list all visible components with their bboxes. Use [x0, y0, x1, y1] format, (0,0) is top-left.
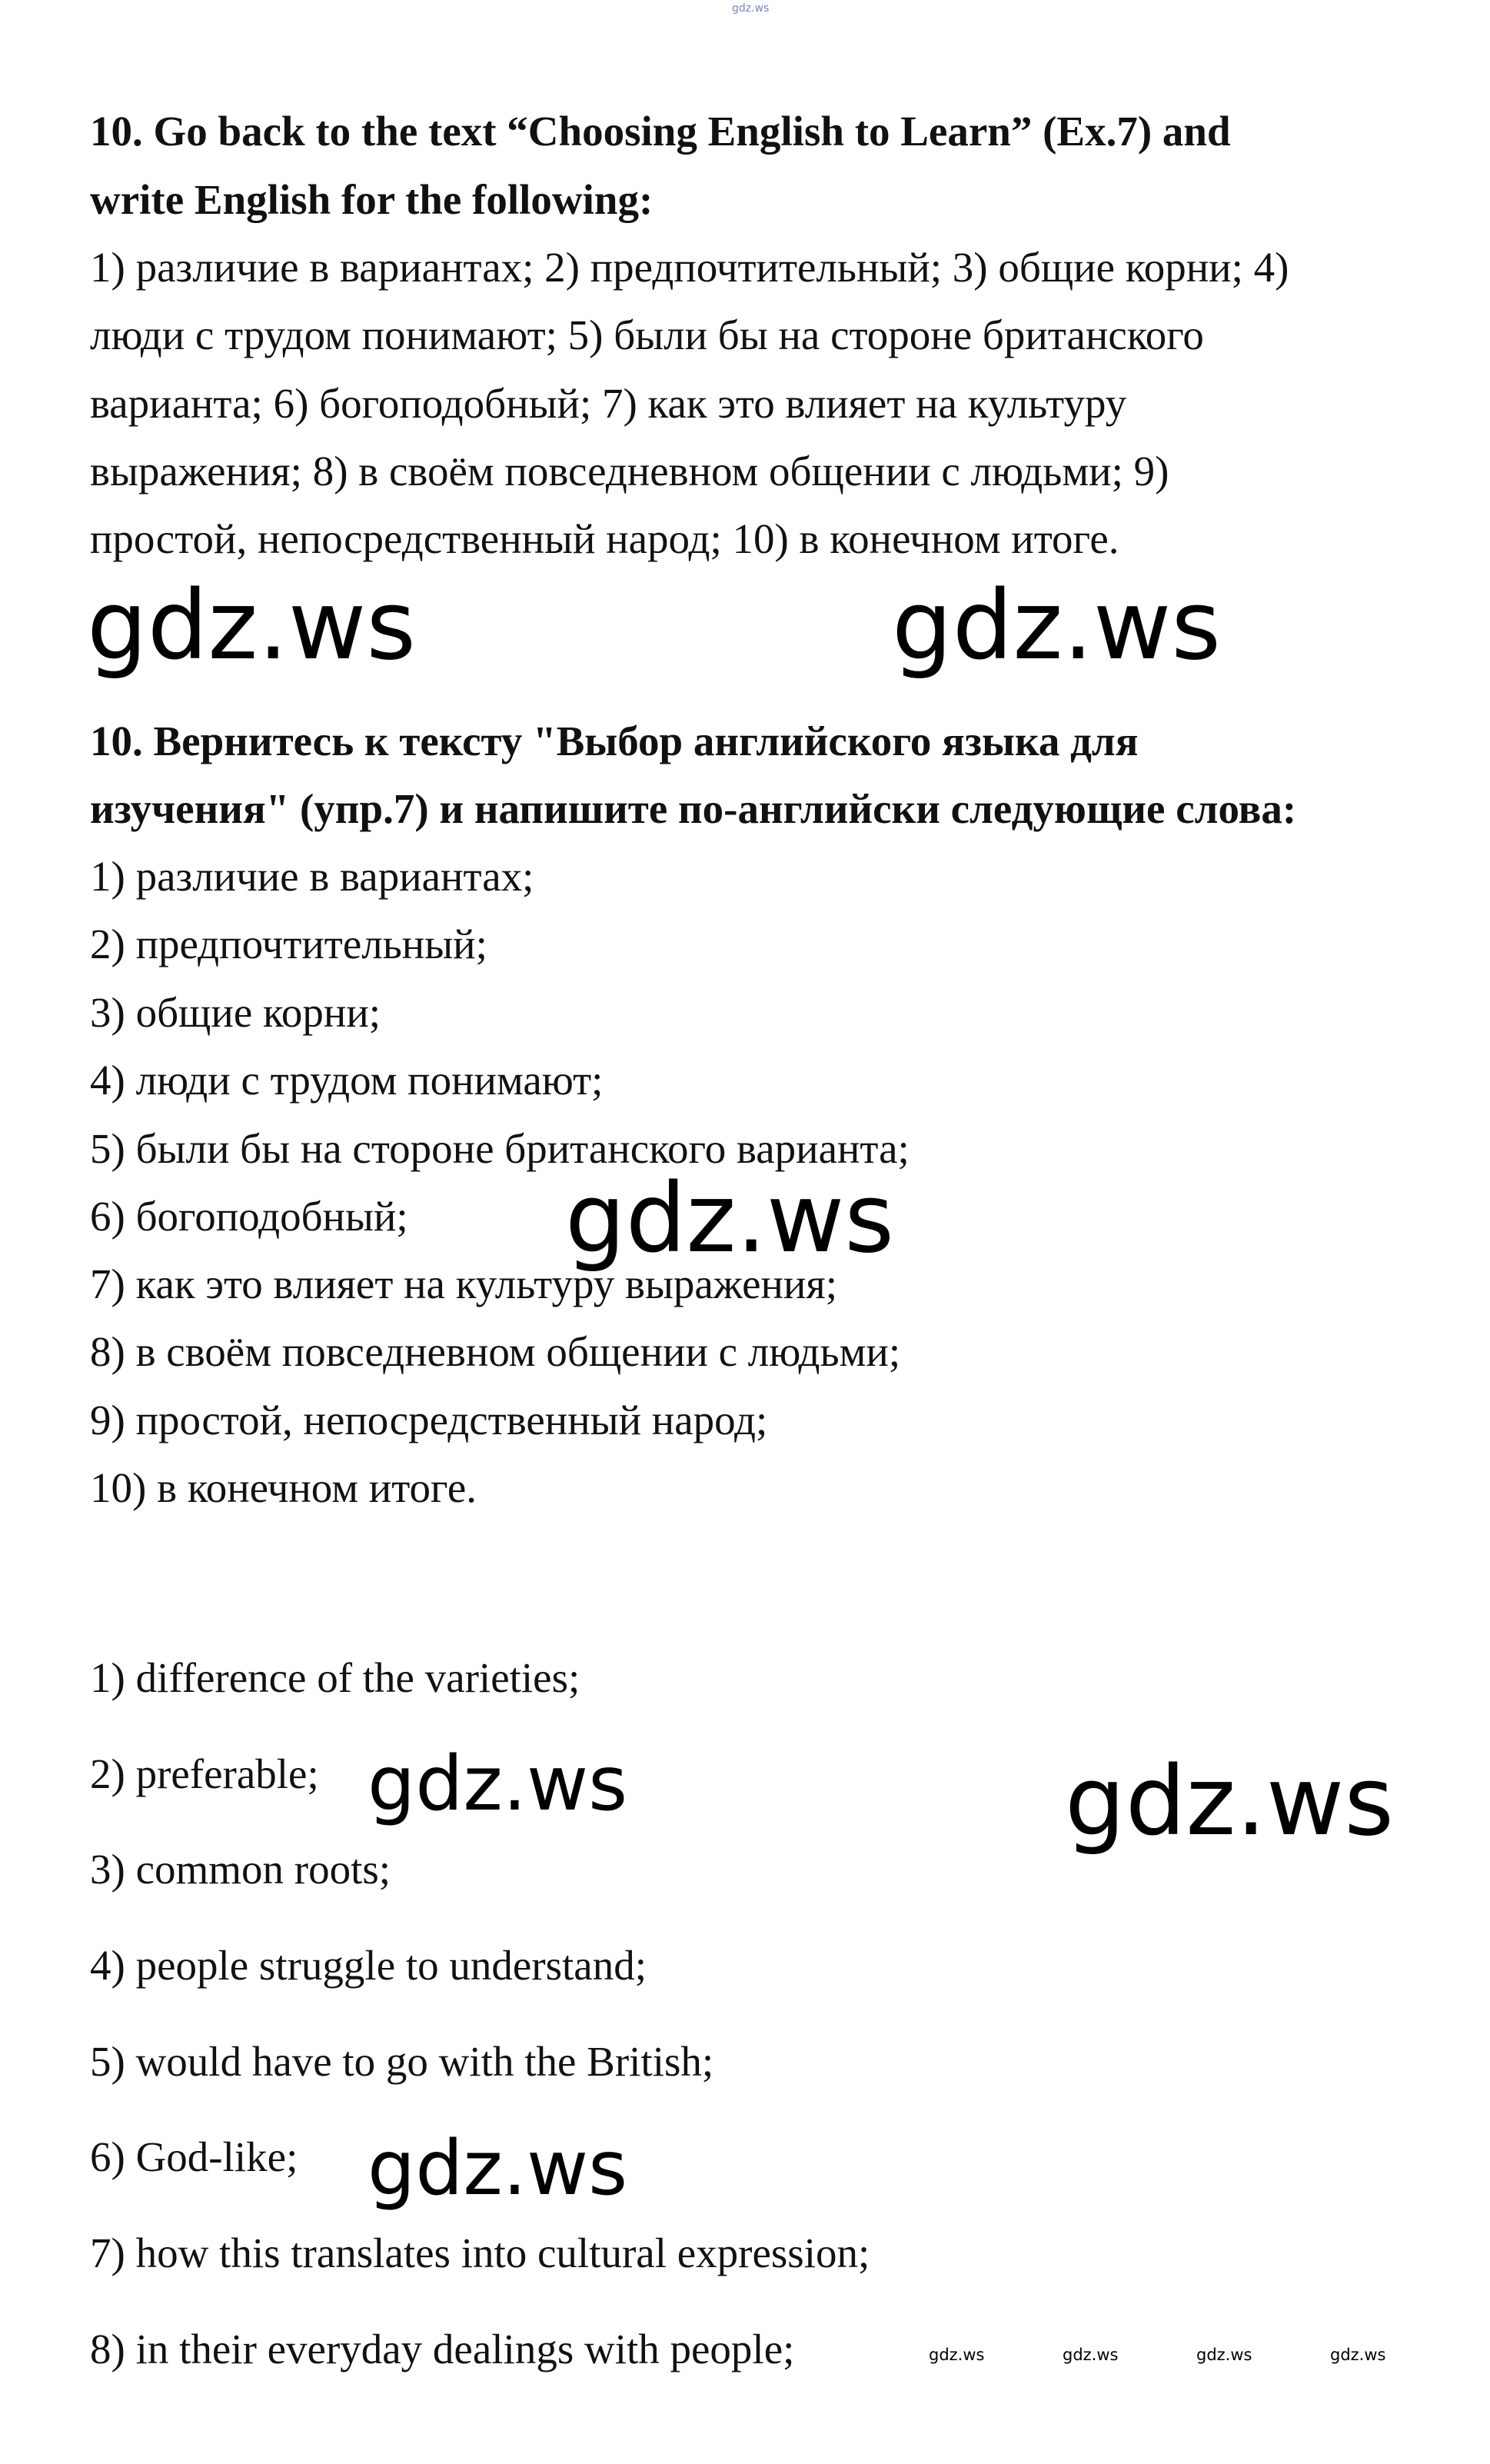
exercise-en-title-line-2: write English for the following:: [90, 176, 654, 223]
answer-item: 7) how this translates into cultural expression;: [90, 2229, 870, 2276]
watermark-small-4: gdz.ws: [1330, 2346, 1386, 2364]
exercise-en-body-line-4: выражения; 8) в своём повседневном общении с людьми; 9): [90, 448, 1169, 494]
exercise-ru-item: 10) в конечном итоге.: [90, 1464, 477, 1511]
exercise-ru-item: 4) люди с трудом понимают;: [90, 1057, 604, 1104]
exercise-en-body-line-5: простой, непосредственный народ; 10) в конечном итоге.: [90, 515, 1119, 562]
exercise-ru-item: 3) общие корни;: [90, 989, 381, 1036]
watermark-small-2: gdz.ws: [1063, 2346, 1119, 2364]
watermark-large-4: gdz.ws: [1065, 1746, 1394, 1857]
exercise-ru-item: 5) были бы на стороне британского варианта;: [90, 1125, 910, 1172]
answer-item: 6) God-like;: [90, 2133, 298, 2180]
exercise-ru-item: 9) простой, непосредственный народ;: [90, 1397, 768, 1443]
answer-item: 3) common roots;: [90, 1846, 391, 1893]
answer-item: 8) in their everyday dealings with people;: [90, 2326, 795, 2372]
exercise-ru-title-line-1: 10. Вернитесь к тексту "Выбор английского языка для: [90, 718, 1139, 764]
exercise-ru-item: 2) предпочтительный;: [90, 921, 487, 967]
watermark-medium-1: gdz.ws: [368, 1740, 628, 1828]
answer-item: 4) people struggle to understand;: [90, 1942, 647, 1989]
exercise-ru-item: 7) как это влияет на культуру выражения;: [90, 1260, 837, 1307]
watermark-large-1: gdz.ws: [87, 571, 416, 681]
header-watermark: gdz.ws: [732, 2, 770, 15]
exercise-ru-title-line-2: изучения" (упр.7) и напишите по-английски следующие слова:: [90, 785, 1297, 832]
answer-item: 2) preferable;: [90, 1750, 319, 1797]
exercise-ru-item: 8) в своём повседневном общении с людьми;: [90, 1328, 901, 1375]
exercise-ru-item: 1) различие в вариантах;: [90, 853, 534, 900]
watermark-medium-2: gdz.ws: [368, 2125, 628, 2213]
exercise-en-body-line-1: 1) различие в вариантах; 2) предпочтительный; 3) общие корни; 4): [90, 244, 1289, 291]
watermark-large-3: gdz.ws: [565, 1164, 894, 1274]
watermark-large-2: gdz.ws: [892, 571, 1221, 681]
exercise-ru-item: 6) богоподобный;: [90, 1193, 408, 1240]
answer-item: 5) would have to go with the British;: [90, 2038, 714, 2085]
watermark-small-1: gdz.ws: [929, 2346, 985, 2364]
watermark-small-3: gdz.ws: [1196, 2346, 1252, 2364]
answer-item: 1) difference of the varieties;: [90, 1654, 580, 1701]
exercise-en-body-line-2: люди с трудом понимают; 5) были бы на стороне британского: [90, 311, 1204, 358]
exercise-en-body-line-3: варианта; 6) богоподобный; 7) как это влияет на культуру: [90, 380, 1127, 427]
exercise-en-title-line-1: 10. Go back to the text “Choosing English to Learn” (Ex.7) and: [90, 108, 1231, 155]
